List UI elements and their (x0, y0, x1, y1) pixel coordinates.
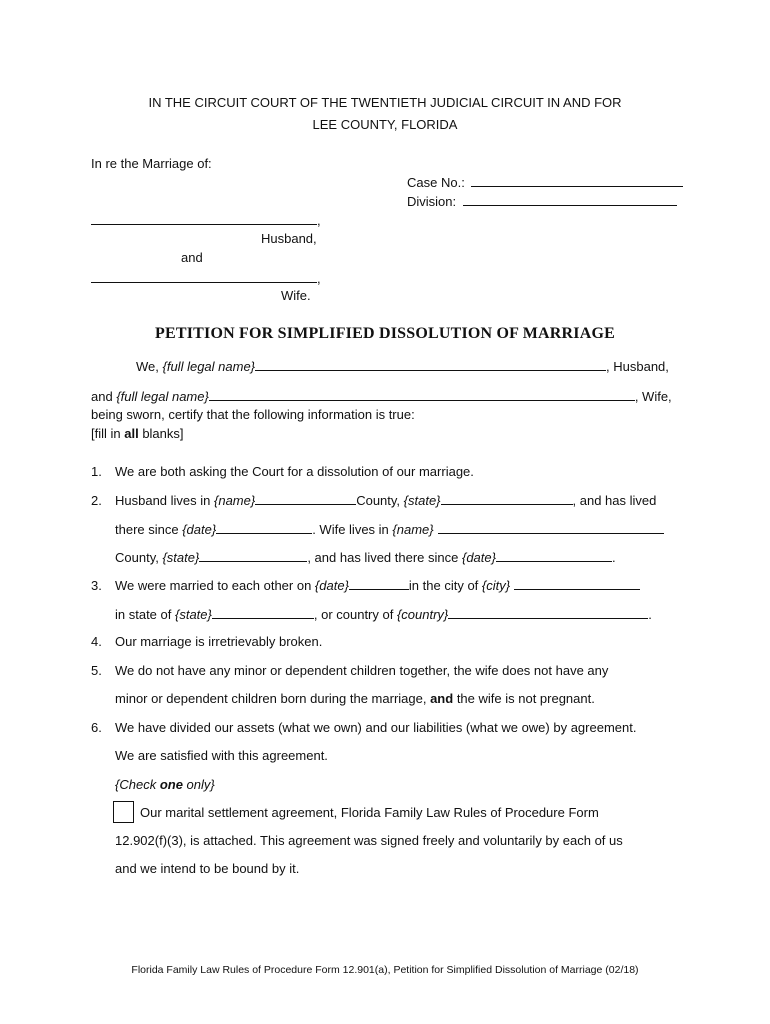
marriage-country-field[interactable] (448, 606, 648, 619)
placeholder-city: {city} (481, 578, 511, 593)
fill-pre: [fill in (91, 426, 125, 441)
placeholder-state: {state} (174, 607, 212, 622)
item-number: 3. (91, 578, 102, 593)
and-label: and (181, 250, 203, 265)
option1-line1: Our marital settlement agreement, Florida Family Law Rules of Procedure Form (140, 805, 599, 820)
placeholder-name: {name} (214, 493, 256, 508)
marriage-state-field[interactable] (212, 606, 314, 619)
page-footer: Florida Family Law Rules of Procedure Form 12.901(a), Petition for Simplified Dissolution of Marriage (02/18) (131, 964, 639, 976)
husband-full-name-field[interactable] (255, 358, 606, 371)
item-text-bold: and (430, 691, 454, 706)
husband-comma: , (317, 213, 321, 228)
item-text: We were married to each other on (115, 578, 315, 593)
case-number-field[interactable] (471, 174, 683, 187)
husband-since-date-field[interactable] (216, 521, 312, 534)
item-2-line1 (91, 492, 656, 508)
intro-we: We, (136, 359, 163, 374)
intro-line2 (91, 388, 672, 404)
husband-label: Husband, (261, 231, 317, 246)
marriage-date-field[interactable] (349, 577, 409, 590)
item-text: the wife is not pregnant. (453, 691, 595, 706)
item-text: minor or dependent children born during the marriage, (115, 691, 431, 706)
placeholder-state: {state} (403, 493, 441, 508)
item-text: in the city of (408, 578, 482, 593)
item-text: . (611, 550, 616, 565)
check-pre: {Check (115, 777, 160, 792)
wife-comma: , (317, 271, 321, 286)
fill-instruction (91, 426, 184, 441)
item-3-line1 (91, 577, 640, 593)
item-number: 5. (91, 663, 102, 678)
sworn-statement: being sworn, certify that the following information is true: (91, 407, 415, 422)
wife-full-name-field[interactable] (209, 388, 635, 401)
check-one-instruction (115, 777, 215, 792)
item-text: , and has lived (572, 493, 657, 508)
wife-since-date-field[interactable] (496, 549, 612, 562)
item-text: in state of (115, 607, 175, 622)
item-text: We do not have any minor or dependent children together, the wife does not have any (115, 663, 609, 678)
item-number: 4. (91, 634, 102, 649)
intro-and: and (91, 389, 117, 404)
item-2-line2 (115, 521, 664, 537)
item-number: 2. (91, 493, 102, 508)
item-4 (91, 634, 322, 649)
placeholder-date: {date} (182, 522, 217, 537)
check-bold: one (159, 777, 183, 792)
intro-line1 (136, 358, 669, 374)
check-post: only} (182, 777, 215, 792)
husband-name-field[interactable] (91, 212, 317, 225)
item-text: County, (356, 493, 404, 508)
item-text: Husband lives in (115, 493, 214, 508)
husband-county-field[interactable] (255, 492, 356, 505)
placeholder-country: {country} (396, 607, 449, 622)
marriage-city-field[interactable] (514, 577, 640, 590)
intro-husband-suffix: , Husband, (606, 359, 669, 374)
item-3-line2 (115, 606, 652, 622)
placeholder-name: {name} (392, 522, 434, 537)
item-text: . Wife lives in (312, 522, 393, 537)
wife-state-field[interactable] (199, 549, 307, 562)
item-text: , or country of (313, 607, 397, 622)
item-text: We are both asking the Court for a dissolution of our marriage. (115, 464, 474, 479)
fill-post: blanks] (138, 426, 184, 441)
item-text: . (648, 607, 652, 622)
wife-name-row (91, 270, 321, 286)
item-number: 6. (91, 720, 102, 735)
item-text: We have divided our assets (what we own) and our liabilities (what we owe) by agreement. (115, 720, 637, 735)
item-6-line1 (91, 720, 636, 735)
intro-wife-suffix: , Wife, (634, 389, 672, 404)
item-text: Our marriage is irretrievably broken. (115, 634, 323, 649)
item-1 (91, 464, 474, 479)
placeholder-full-legal-name: {full legal name} (162, 359, 256, 374)
fill-bold: all (124, 426, 139, 441)
item-text: there since (115, 522, 183, 537)
wife-county-field[interactable] (438, 521, 664, 534)
settlement-agreement-checkbox[interactable] (113, 801, 134, 823)
page-title: PETITION FOR SIMPLIFIED DISSOLUTION OF MARRIAGE (155, 325, 615, 342)
division-field[interactable] (463, 193, 677, 206)
item-number: 1. (91, 464, 102, 479)
option1-line2: 12.902(f)(3), is attached. This agreement was signed freely and voluntarily by each of us (115, 833, 623, 848)
court-header-line2: LEE COUNTY, FLORIDA (312, 117, 458, 132)
item-5-line2 (115, 691, 595, 706)
in-re-label: In re the Marriage of: (91, 156, 212, 171)
placeholder-date: {date} (461, 550, 496, 565)
item-6-line2: We are satisfied with this agreement. (115, 748, 328, 763)
item-5-line1 (91, 663, 608, 678)
option1-line3: and we intend to be bound by it. (115, 861, 300, 876)
wife-name-field[interactable] (91, 270, 317, 283)
item-text: , and has lived there since (307, 550, 462, 565)
placeholder-date: {date} (314, 578, 349, 593)
husband-state-field[interactable] (441, 492, 573, 505)
husband-name-row (91, 212, 321, 228)
placeholder-state: {state} (162, 550, 200, 565)
item-2-line3 (115, 549, 616, 565)
item-text: County, (115, 550, 163, 565)
division-label: Division: (407, 194, 457, 209)
division-row (407, 193, 677, 209)
court-header-line1: IN THE CIRCUIT COURT OF THE TWENTIETH JUDICIAL CIRCUIT IN AND FOR (148, 95, 622, 110)
case-number-row (407, 174, 683, 190)
wife-label: Wife. (281, 288, 311, 303)
placeholder-full-legal-name: {full legal name} (116, 389, 209, 404)
case-number-label: Case No.: (407, 175, 465, 190)
